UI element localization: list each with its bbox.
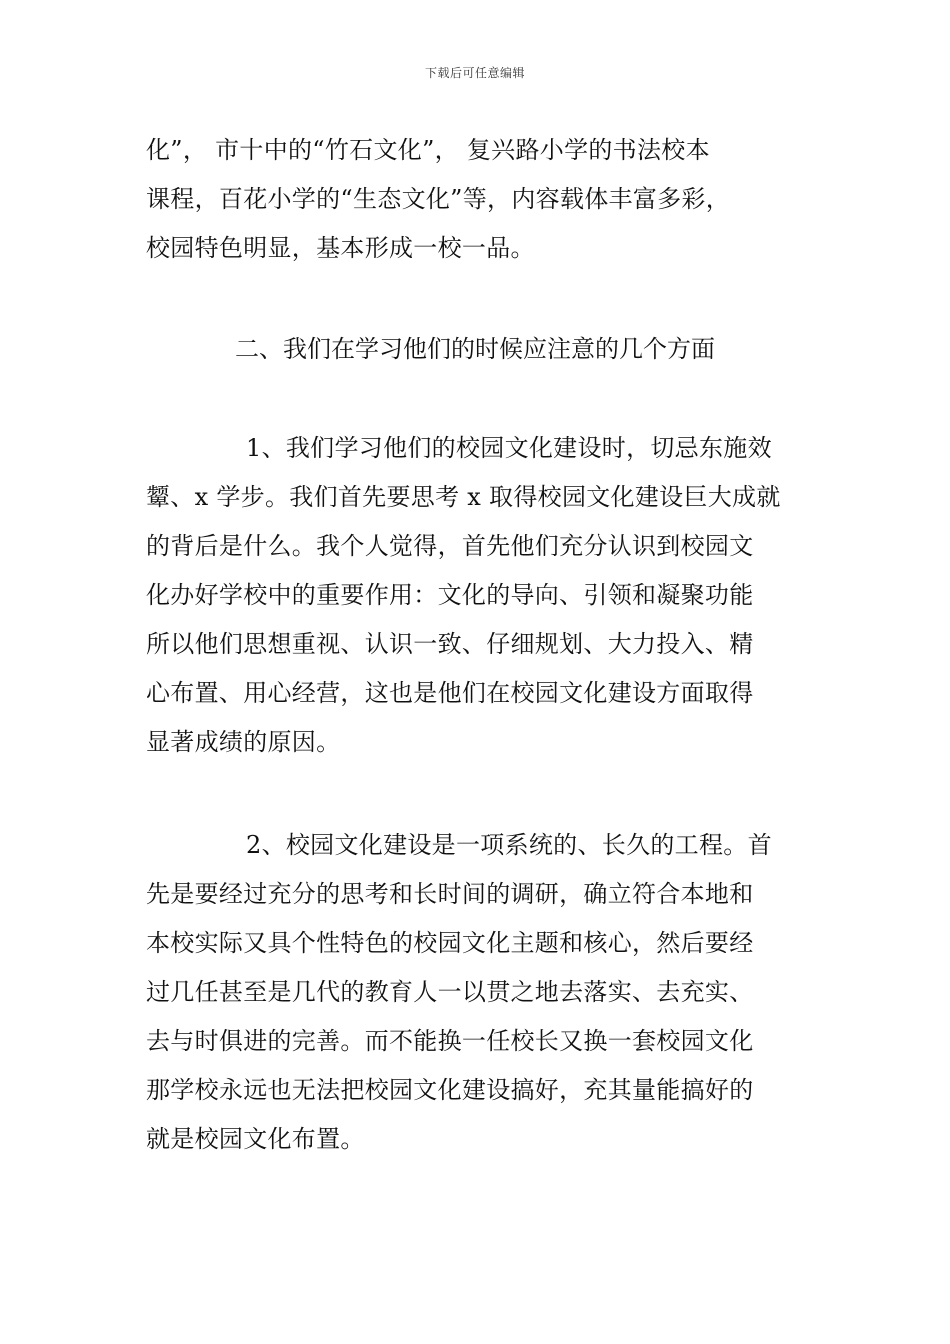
paragraph-line: 1、我们学习他们的校园文化建设时，切忌东施效	[246, 434, 772, 462]
paragraph-line: 校园特色明显，基本形成一校一品。	[146, 234, 535, 262]
section-heading: 二、我们在学习他们的时候应注意的几个方面	[235, 335, 715, 363]
paragraph-line: 去与时俱进的完善。而不能换一任校长又换一套校园文化	[146, 1027, 754, 1055]
paragraph-1	[146, 424, 806, 767]
paragraph-line: 过几任甚至是几代的教育人一以贯之地去落实、去充实、	[146, 978, 754, 1006]
paragraph-line: 显著成绩的原因。	[146, 728, 341, 756]
paragraph-line: 本校实际又具个性特色的校园文化主题和核心，然后要经	[146, 929, 754, 957]
header-note: 下载后可任意编辑	[424, 66, 525, 80]
paragraph-line: 就是校园文化布置。	[146, 1125, 365, 1153]
paragraph-line: 颦、x 学步。我们首先要思考 x 取得校园文化建设巨大成就	[146, 483, 781, 511]
paragraph-line: 所以他们思想重视、认识一致、仔细规划、大力投入、精	[146, 630, 754, 658]
paragraph-line: 化办好学校中的重要作用：文化的导向、引领和凝聚功能	[146, 581, 754, 609]
paragraph-line: 2、校园文化建设是一项系统的、长久的工程。首	[246, 831, 772, 859]
paragraph-line: 那学校永远也无法把校园文化建设搞好，充其量能搞好的	[146, 1076, 754, 1104]
paragraph-line: 化”， 市十中的“竹石文化”， 复兴路小学的书法校本	[146, 136, 710, 164]
paragraph-line: 课程，百花小学的“生态文化”等，内容载体丰富多彩，	[146, 185, 731, 213]
paragraph-line: 先是要经过充分的思考和长时间的调研，确立符合本地和	[146, 880, 754, 908]
paragraph-line: 心布置、用心经营，这也是他们在校园文化建设方面取得	[146, 679, 754, 707]
paragraph-line: 的背后是什么。我个人觉得，首先他们充分认识到校园文	[146, 532, 754, 560]
paragraph-2	[146, 821, 806, 1164]
paragraph-intro	[146, 126, 806, 273]
